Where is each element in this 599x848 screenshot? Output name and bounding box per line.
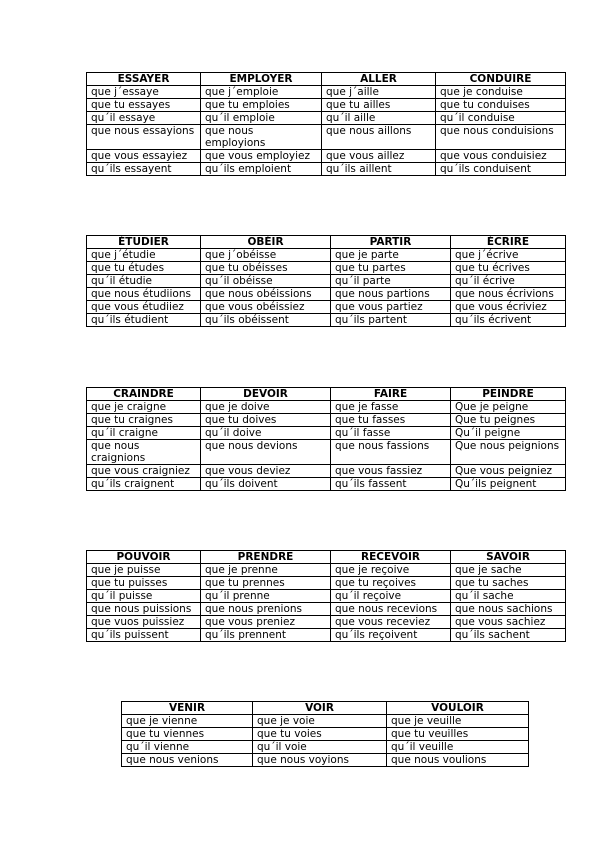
- table-row: [87, 163, 566, 176]
- conjugation-cell: qu´ils prennent: [201, 629, 331, 642]
- conjugation-cell: qu´il aille: [322, 112, 436, 125]
- conjugation-cell: que vous essayiez: [87, 150, 201, 163]
- verb-header: VOIR: [253, 702, 387, 715]
- table-row: [87, 590, 566, 603]
- table-row: [122, 754, 529, 767]
- conjugation-cell: que tu ailles: [322, 99, 436, 112]
- verb-header: ALLER: [322, 73, 436, 86]
- verb-header: ÉTUDIER: [87, 236, 201, 249]
- conjugation-cell: que tu obéisses: [201, 262, 331, 275]
- conjugation-cell: qu´il conduise: [436, 112, 566, 125]
- table-row: [122, 741, 529, 754]
- conjugation-table-4: [86, 550, 566, 642]
- conjugation-cell: que nous sachions: [451, 603, 566, 616]
- conjugation-table-3: [86, 387, 566, 491]
- verb-header: PARTIR: [331, 236, 451, 249]
- conjugation-cell: qu´il puisse: [87, 590, 201, 603]
- table-header-row: [87, 236, 566, 249]
- table-row: [87, 99, 566, 112]
- verb-header: POUVOIR: [87, 551, 201, 564]
- conjugation-cell: que vous étudiiez: [87, 301, 201, 314]
- conjugation-cell: qu´il vienne: [122, 741, 253, 754]
- conjugation-cell: que je conduise: [436, 86, 566, 99]
- table-row: [87, 414, 566, 427]
- conjugation-cell: que tu partes: [331, 262, 451, 275]
- conjugation-cell: que tu viennes: [122, 728, 253, 741]
- table-row: [87, 86, 566, 99]
- table-row: [87, 440, 566, 465]
- conjugation-cell: que je voie: [253, 715, 387, 728]
- table-row: [87, 427, 566, 440]
- conjugation-cell: que tu veuilles: [387, 728, 529, 741]
- conjugation-cell: que je prenne: [201, 564, 331, 577]
- conjugation-cell: que nous partions: [331, 288, 451, 301]
- conjugation-cell: Que vous peigniez: [451, 465, 566, 478]
- conjugation-cell: Que tu peignes: [451, 414, 566, 427]
- conjugation-cell: que je fasse: [331, 401, 451, 414]
- conjugation-table-2: [86, 235, 566, 327]
- conjugation-cell: que vous receviez: [331, 616, 451, 629]
- conjugation-cell: que j´aille: [322, 86, 436, 99]
- verb-header: VOULOIR: [387, 702, 529, 715]
- conjugation-cell: qu´il obéisse: [201, 275, 331, 288]
- conjugation-cell: que vous obéissiez: [201, 301, 331, 314]
- conjugation-cell: qu´il reçoive: [331, 590, 451, 603]
- conjugation-cell: qu´ils emploient: [201, 163, 322, 176]
- conjugation-cell: que nous écrivions: [451, 288, 566, 301]
- table-row: [87, 478, 566, 491]
- conjugation-cell: que tu essayes: [87, 99, 201, 112]
- conjugation-cell: que nous étudiions: [87, 288, 201, 301]
- conjugation-cell: qu´ils aillent: [322, 163, 436, 176]
- conjugation-cell: que tu emploies: [201, 99, 322, 112]
- conjugation-cell: que tu doives: [201, 414, 331, 427]
- conjugation-cell: que je parte: [331, 249, 451, 262]
- conjugation-cell: que nous fassions: [331, 440, 451, 465]
- conjugation-table-5: [121, 701, 529, 767]
- conjugation-cell: qu´ils obéissent: [201, 314, 331, 327]
- table-row: [87, 301, 566, 314]
- table-row: [87, 288, 566, 301]
- conjugation-cell: qu´ils doivent: [201, 478, 331, 491]
- table-row: [87, 564, 566, 577]
- conjugation-cell: qu´il prenne: [201, 590, 331, 603]
- conjugation-cell: qu´il essaye: [87, 112, 201, 125]
- conjugation-cell: que nous craignions: [87, 440, 201, 465]
- conjugation-cell: Que nous peignions: [451, 440, 566, 465]
- verb-header: DEVOIR: [201, 388, 331, 401]
- table-row: [87, 262, 566, 275]
- conjugation-cell: que nous puissions: [87, 603, 201, 616]
- conjugation-cell: que nous aillons: [322, 125, 436, 150]
- table-row: [87, 629, 566, 642]
- conjugation-cell: que vous partiez: [331, 301, 451, 314]
- verb-header: ÉCRIRE: [451, 236, 566, 249]
- conjugation-cell: que nous devions: [201, 440, 331, 465]
- conjugation-cell: que je vienne: [122, 715, 253, 728]
- conjugation-cell: que j´étudie: [87, 249, 201, 262]
- table-header-row: [87, 73, 566, 86]
- conjugation-cell: que j´obéisse: [201, 249, 331, 262]
- conjugation-cell: que tu prennes: [201, 577, 331, 590]
- table-row: [87, 314, 566, 327]
- conjugation-cell: que tu saches: [451, 577, 566, 590]
- conjugation-cell: que tu puisses: [87, 577, 201, 590]
- verb-header: EMPLOYER: [201, 73, 322, 86]
- conjugation-cell: que nous obéissions: [201, 288, 331, 301]
- conjugation-cell: Qu´ils peignent: [451, 478, 566, 491]
- verb-header: VENIR: [122, 702, 253, 715]
- table-header-row: [87, 551, 566, 564]
- conjugation-cell: que vous écriviez: [451, 301, 566, 314]
- table-row: [87, 603, 566, 616]
- conjugation-cell: Que je peigne: [451, 401, 566, 414]
- conjugation-cell: que nous essayions: [87, 125, 201, 150]
- table-row: [87, 465, 566, 478]
- conjugation-cell: que vous fassiez: [331, 465, 451, 478]
- conjugation-cell: que je doive: [201, 401, 331, 414]
- conjugation-cell: que nous venions: [122, 754, 253, 767]
- table-row: [87, 577, 566, 590]
- conjugation-cell: qu´ils craignent: [87, 478, 201, 491]
- conjugation-cell: que nous conduisions: [436, 125, 566, 150]
- verb-header: CRAINDRE: [87, 388, 201, 401]
- conjugation-cell: que je craigne: [87, 401, 201, 414]
- conjugation-cell: qu´ils reçoivent: [331, 629, 451, 642]
- table-row: [87, 616, 566, 629]
- verb-header: CONDUIRE: [436, 73, 566, 86]
- table-row: [87, 249, 566, 262]
- conjugation-cell: que vous sachiez: [451, 616, 566, 629]
- conjugation-cell: qu´il fasse: [331, 427, 451, 440]
- conjugation-cell: qu´ils puissent: [87, 629, 201, 642]
- conjugation-cell: que je puisse: [87, 564, 201, 577]
- conjugation-cell: que nous voulions: [387, 754, 529, 767]
- conjugation-cell: que nous prenions: [201, 603, 331, 616]
- table-row: [87, 112, 566, 125]
- conjugation-cell: qu´il parte: [331, 275, 451, 288]
- conjugation-cell: que tu craignes: [87, 414, 201, 427]
- conjugation-cell: Qu´il peigne: [451, 427, 566, 440]
- conjugation-cell: que vous craigniez: [87, 465, 201, 478]
- conjugation-cell: que nous employions: [201, 125, 322, 150]
- conjugation-cell: que vous aillez: [322, 150, 436, 163]
- conjugation-cell: que je sache: [451, 564, 566, 577]
- verb-header: SAVOIR: [451, 551, 566, 564]
- table-row: [122, 715, 529, 728]
- verb-header: ESSAYER: [87, 73, 201, 86]
- conjugation-cell: que je veuille: [387, 715, 529, 728]
- conjugation-cell: que tu fasses: [331, 414, 451, 427]
- conjugation-cell: qu´il étudie: [87, 275, 201, 288]
- conjugation-cell: qu´ils conduisent: [436, 163, 566, 176]
- conjugation-cell: qu´il emploie: [201, 112, 322, 125]
- conjugation-cell: que tu conduises: [436, 99, 566, 112]
- conjugation-cell: que vous employiez: [201, 150, 322, 163]
- table-row: [87, 125, 566, 150]
- conjugation-cell: que vous conduisiez: [436, 150, 566, 163]
- verb-header: RECEVOIR: [331, 551, 451, 564]
- table-header-row: [87, 388, 566, 401]
- conjugation-cell: qu´ils essayent: [87, 163, 201, 176]
- conjugation-cell: que nous voyions: [253, 754, 387, 767]
- conjugation-cell: que j´essaye: [87, 86, 201, 99]
- conjugation-cell: qu´il sache: [451, 590, 566, 603]
- conjugation-cell: que tu études: [87, 262, 201, 275]
- conjugation-cell: que tu reçoives: [331, 577, 451, 590]
- conjugation-cell: qu´il craigne: [87, 427, 201, 440]
- conjugation-cell: que vous deviez: [201, 465, 331, 478]
- verb-header: PEINDRE: [451, 388, 566, 401]
- conjugation-cell: que tu écrives: [451, 262, 566, 275]
- conjugation-cell: qu´il veuille: [387, 741, 529, 754]
- table-header-row: [122, 702, 529, 715]
- conjugation-cell: que vuos puissiez: [87, 616, 201, 629]
- conjugation-cell: que nous recevions: [331, 603, 451, 616]
- conjugation-cell: que j´emploie: [201, 86, 322, 99]
- verb-header: PRENDRE: [201, 551, 331, 564]
- conjugation-cell: que vous preniez: [201, 616, 331, 629]
- conjugation-cell: que j´écrive: [451, 249, 566, 262]
- conjugation-cell: qu´ils étudient: [87, 314, 201, 327]
- conjugation-cell: qu´ils écrivent: [451, 314, 566, 327]
- verb-header: OBÉIR: [201, 236, 331, 249]
- table-row: [87, 401, 566, 414]
- conjugation-cell: qu´ils partent: [331, 314, 451, 327]
- conjugation-table-1: [86, 72, 566, 176]
- conjugation-cell: qu´il voie: [253, 741, 387, 754]
- conjugation-cell: que tu voies: [253, 728, 387, 741]
- table-row: [122, 728, 529, 741]
- conjugation-cell: qu´ils sachent: [451, 629, 566, 642]
- conjugation-cell: qu´il écrive: [451, 275, 566, 288]
- table-row: [87, 150, 566, 163]
- table-row: [87, 275, 566, 288]
- verb-header: FAIRE: [331, 388, 451, 401]
- conjugation-cell: qu´il doive: [201, 427, 331, 440]
- conjugation-cell: qu´ils fassent: [331, 478, 451, 491]
- conjugation-cell: que je reçoive: [331, 564, 451, 577]
